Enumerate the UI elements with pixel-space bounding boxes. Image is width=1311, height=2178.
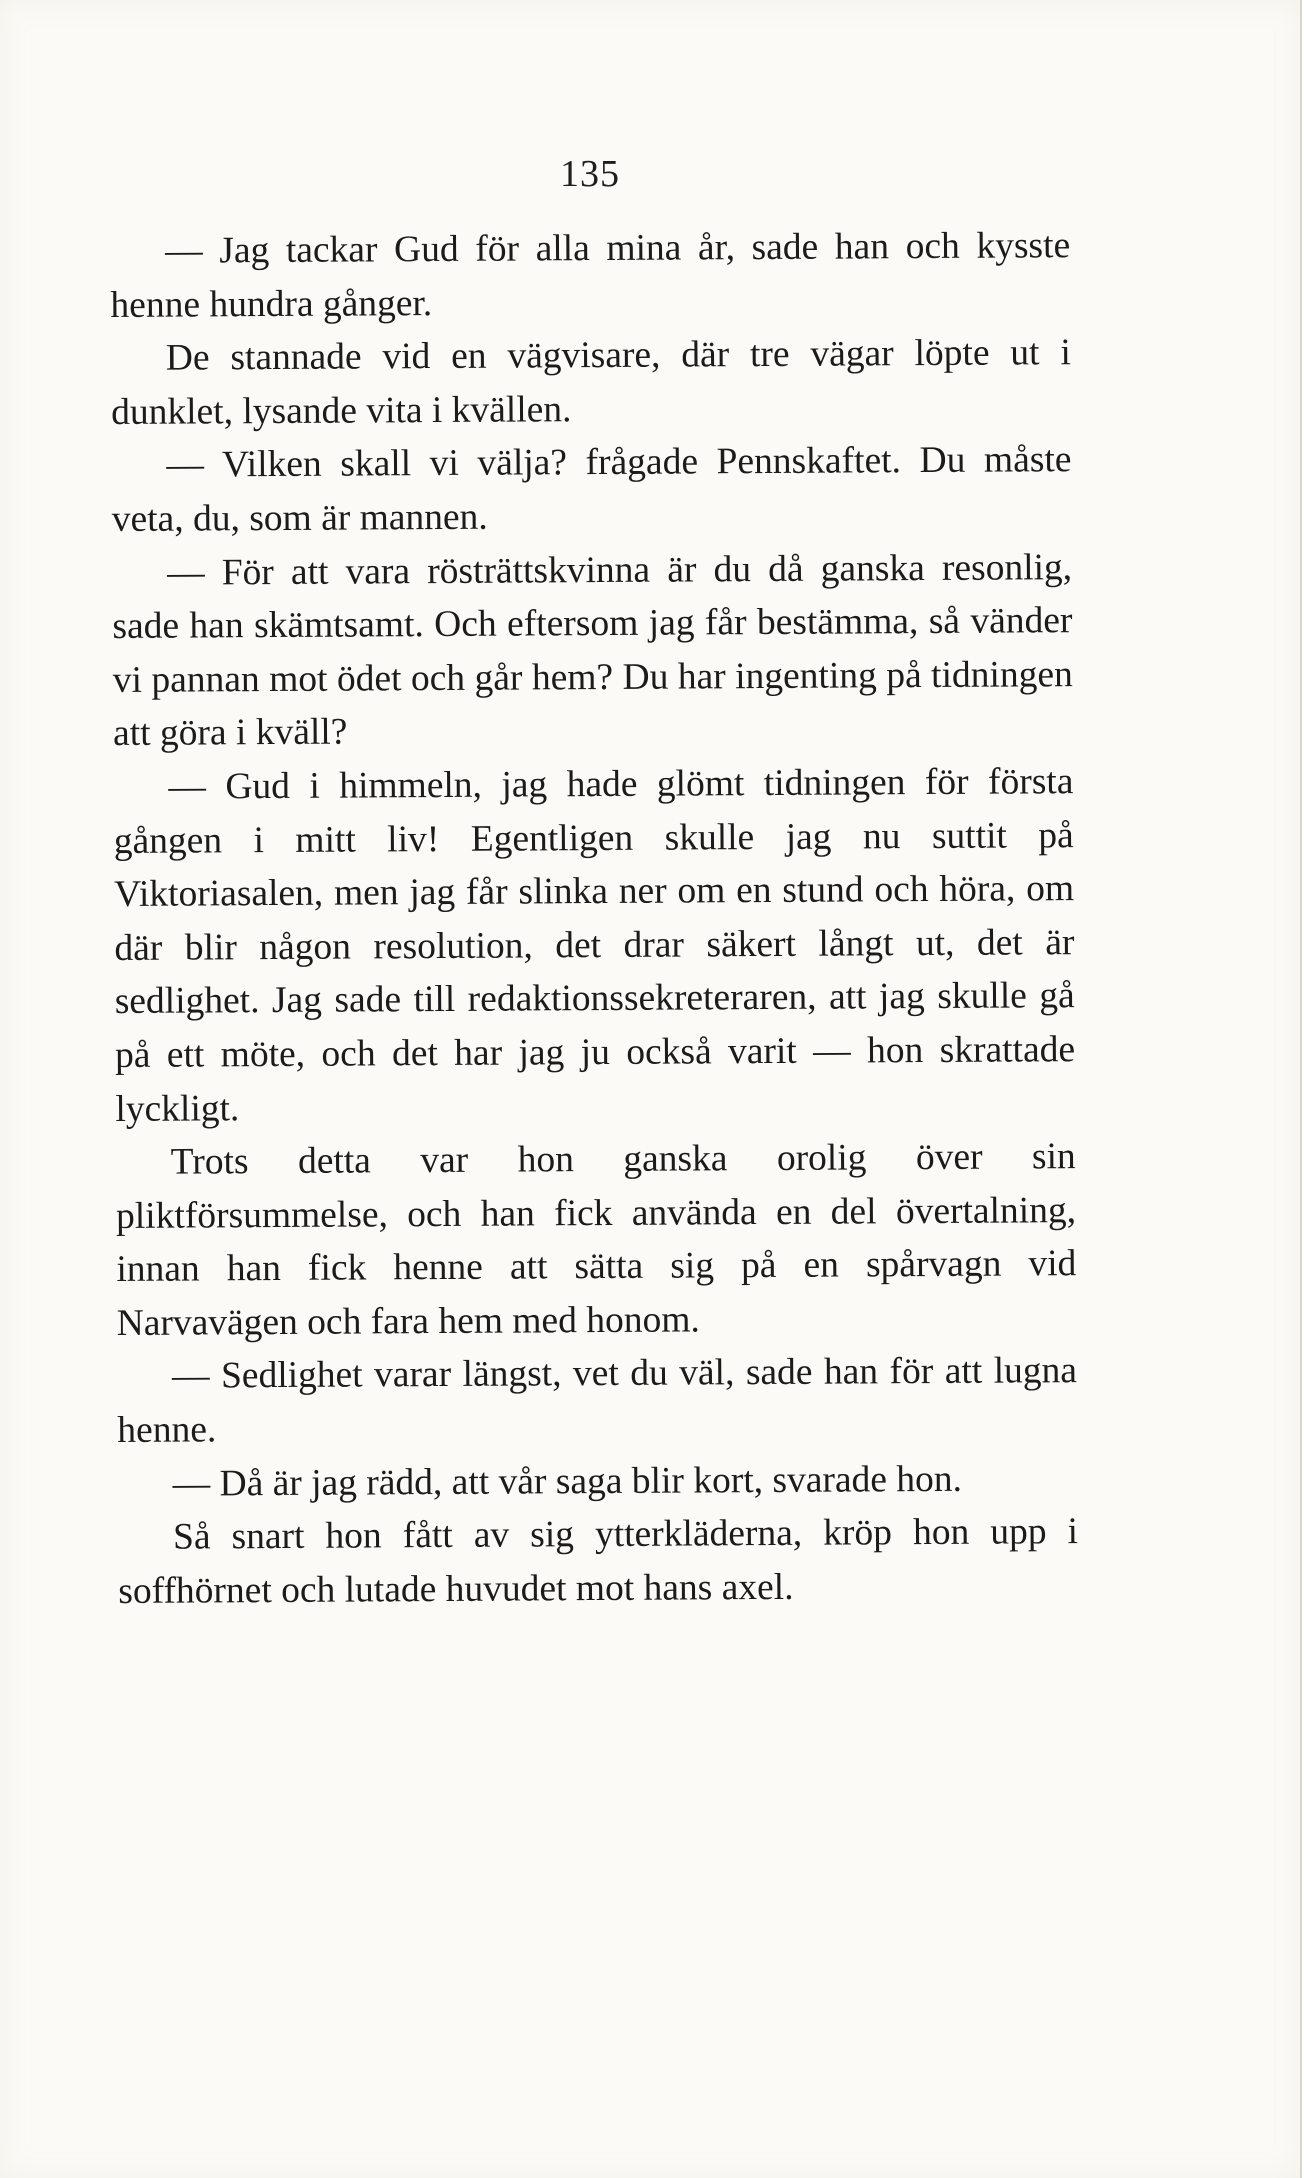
body-text bbox=[110, 219, 1078, 1618]
paragraph: Så snart hon fått av sig ytterkläderna, kröp hon upp i soffhörnet och lutade huvudet mot hans axel. bbox=[118, 1511, 1079, 1612]
paragraph: — Jag tackar Gud för alla mina år, sade han och kysste henne hundra gånger. bbox=[110, 225, 1071, 326]
paragraph: De stannade vid en vägvisare, där tre vägar löpte ut i dunklet, lysande vita i kvällen. bbox=[111, 332, 1071, 433]
paragraph: — Då är jag rädd, att vår saga blir kort, svarade hon. bbox=[172, 1458, 963, 1505]
paragraph: — Sedlighet varar längst, vet du väl, sade han för att lugna henne. bbox=[117, 1350, 1078, 1452]
paragraph: — Vilken skall vi välja? frågade Pennskaftet. Du måste veta, du, som är mannen. bbox=[111, 439, 1072, 540]
page-number: 135 bbox=[560, 153, 620, 195]
paragraph: — För att vara rösträttskvinna är du då ganska resonlig, sade han skämtsamt. Och eftersom jag får bestämma, så vänder vi pannan mot ödet och går hem? Du har ingenting på tidningen att göra i kväll? bbox=[112, 546, 1073, 755]
paragraph: — Gud i himmeln, jag hade glömt tidningen för första gången i mitt liv! Egentligen skulle jag nu suttit på Viktoriasalen, men jag får slinka ner om en stund och höra, om där blir någon resolution, det drar säkert långt ut, det är sedlighet. Jag sade till redaktionssekreteraren, att jag skulle gå på ett möte, och det har jag ju också varit — hon skrattade lyckligt. bbox=[113, 761, 1076, 1130]
paragraph: Trots detta var hon ganska orolig över sin pliktförsummelse, och han fick använda en del övertalning, innan han fick henne att sätta sig på en spårvagn vid Narvavägen och fara hem med honom. bbox=[115, 1136, 1077, 1344]
